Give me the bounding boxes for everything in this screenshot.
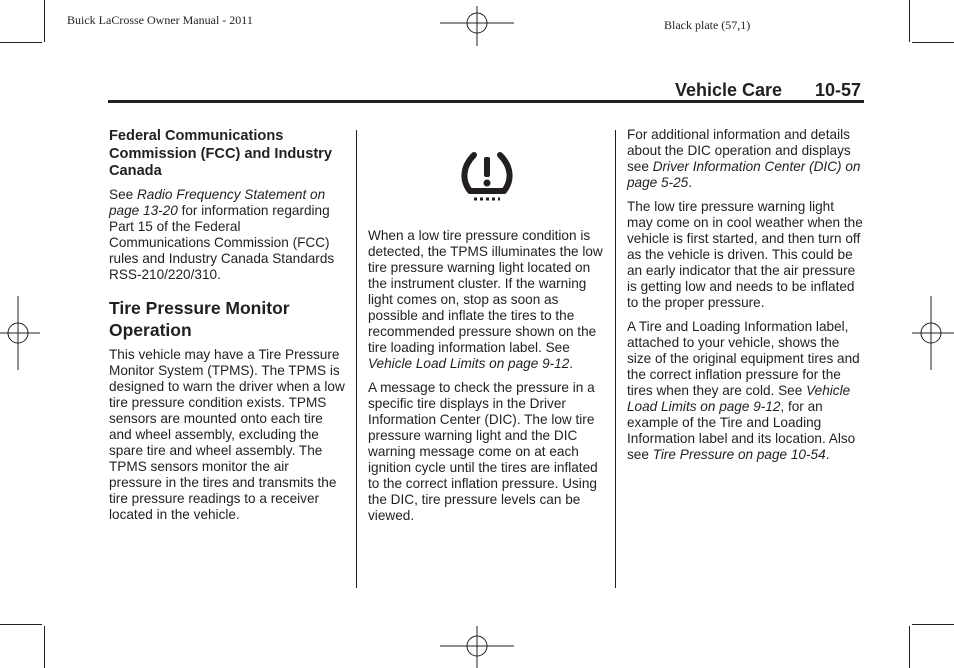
column-3 xyxy=(627,127,863,471)
crop-mark xyxy=(44,0,45,42)
crop-mark xyxy=(44,626,45,668)
tpms-paragraph: This vehicle may have a Tire Pressure Monitor System (TPMS). The TPMS is designed to warn the driver when a low tire pressure condition exists. TPMS sensors are mounted onto each tire and wheel assembly, excluding the spare tire and wheel assembly. The TPMS sensors monitor the air pressure in the tires and transmits the tire pressure readings to a receiver located in the vehicle. xyxy=(109,346,345,522)
registration-mark-bottom xyxy=(440,626,514,668)
tpms-warning-text: When a low tire pressure condition is detected, the TPMS illuminates the low tire pressure warning light located on the instrument cluster. If the warning light comes on, stop as soon as possible and inflate the tires to the recommended pressure shown on the tire loading information label. See xyxy=(368,228,603,355)
label-text: A Tire and Loading Information label, attached to your vehicle, shows the size of the original equipment tires and the correct inflation pressure for the tires when they are cold. See xyxy=(627,319,860,398)
dic-message-paragraph: A message to check the pressure in a specific tire displays in the Driver Information Center (DIC). The low tire pressure warning light and the DIC warning message come on at each ignition cycle until the tires are inflated to the correct inflation pressure. Using the DIC, tire pressure levels can be viewed. xyxy=(368,380,598,523)
column-divider xyxy=(356,130,357,588)
registration-mark-right xyxy=(912,296,954,370)
dic-info-paragraph xyxy=(627,127,863,191)
plate-label: Black plate (57,1) xyxy=(664,18,751,32)
tpms-warning-paragraph xyxy=(368,228,605,372)
crop-mark xyxy=(0,624,42,625)
crop-mark xyxy=(0,42,42,43)
page-number: 10-57 xyxy=(815,80,862,100)
fcc-heading: Federal Communications Commission (FCC) and Industry Canada xyxy=(109,128,332,180)
header-rule xyxy=(108,100,864,103)
vehicle-load-limits-link[interactable]: Vehicle Load Limits on page 9-12 xyxy=(368,356,570,371)
crop-mark xyxy=(912,624,954,625)
registration-mark-left xyxy=(0,296,40,370)
fcc-see: See xyxy=(109,186,137,202)
registration-mark-top xyxy=(440,6,514,46)
fcc-paragraph xyxy=(109,187,345,283)
section-title: Vehicle Care xyxy=(675,80,783,100)
crop-mark xyxy=(909,0,910,42)
cool-weather-paragraph: The low tire pressure warning light may come on in cool weather when the vehicle is first started, and then turn off as the vehicle is driven. This could be an early indicator that the air pressure is getting low and needs to be inflated to the proper pressure. xyxy=(627,199,863,310)
column-2 xyxy=(368,228,605,532)
label-mid-text: , for an example of the Tire and Loading Information label and its location. Also see xyxy=(627,399,856,462)
manual-title: Buick LaCrosse Owner Manual - 2011 xyxy=(67,13,253,27)
crop-mark xyxy=(909,626,910,668)
period: . xyxy=(825,447,830,462)
tire-pressure-link[interactable]: Tire Pressure on page 10-54 xyxy=(652,447,826,462)
dic-info-text: For additional information and details about the DIC operation and displays see xyxy=(627,127,851,174)
period: . xyxy=(569,356,574,371)
dic-reference-link[interactable]: Driver Information Center (DIC) on page 5-25 xyxy=(627,159,861,190)
column-1 xyxy=(109,128,345,531)
tire-pressure-warning-icon xyxy=(458,147,516,205)
vehicle-load-limits-link[interactable]: Vehicle Load Limits on page 9-12 xyxy=(627,383,851,414)
crop-mark xyxy=(912,42,954,43)
period: . xyxy=(688,175,693,190)
label-paragraph xyxy=(627,319,863,463)
tpms-heading: Tire Pressure Monitor Operation xyxy=(109,297,290,340)
fcc-reference-link[interactable]: Radio Frequency Statement on page 13-20 xyxy=(109,186,326,218)
fcc-rest: for information regarding Part 15 of the Federal Communications Commission (FCC) rules and Industry Canada Standards RSS-210/220/310. xyxy=(109,202,335,282)
column-divider xyxy=(615,130,616,588)
